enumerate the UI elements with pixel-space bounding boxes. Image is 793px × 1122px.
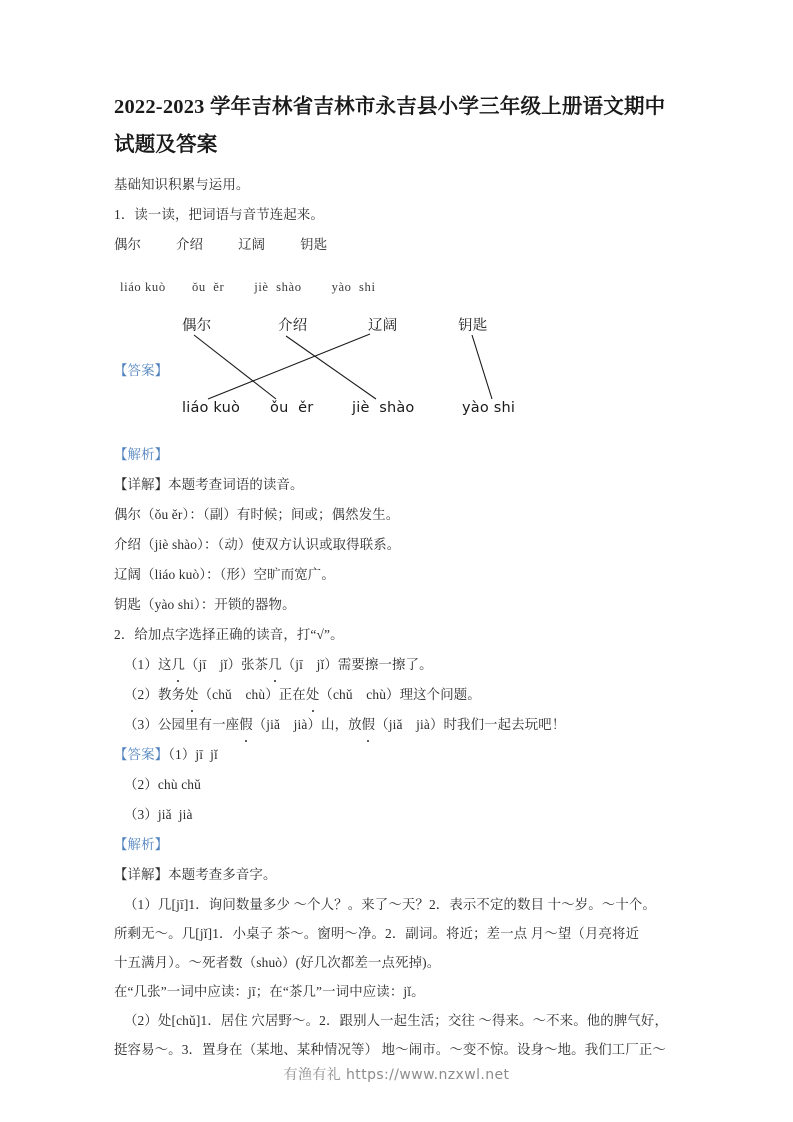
analysis-marker-q2: 【解析】: [114, 837, 169, 852]
analysis-marker-q1: 【解析】: [114, 447, 169, 462]
explanation-line-2: 十五满月）。～死者数（shuò）(好几次都差一点死掉)。: [114, 955, 441, 970]
item-text-mid: （jiǎ jià）山，放: [252, 717, 362, 732]
item-text-pre: 公园里有一座: [157, 717, 240, 732]
question-2-item-2: [114, 710, 684, 740]
explanation-line-5: 挺容易～。3．置身在（某地、某种情况等） 地～闹市。～变不惊。设身～地。我们工厂正～: [114, 1042, 666, 1057]
diagram-bottom-label-2: jiè shào: [352, 400, 415, 416]
section-heading: 基础知识积累与运用。: [114, 177, 250, 192]
answer-line-q2-0: [114, 740, 684, 770]
answer-marker-q2: 【答案】: [114, 747, 169, 762]
dotted-char: 处: [185, 680, 199, 710]
document-content: [114, 88, 684, 1064]
question-2-item-0: [114, 650, 684, 680]
diagram-bottom-label-1: ǒu ěr: [270, 400, 314, 416]
item-number: （2）: [124, 687, 158, 702]
item-text-end: （jī jǐ）需要擦一擦了。: [281, 657, 433, 672]
detail-line-q2: 【详解】本题考查多音字。: [114, 867, 277, 882]
dotted-char: 几: [268, 650, 282, 680]
diagram-top-label-2: 辽阔: [368, 318, 398, 334]
question-2-prompt: 2．给加点字选择正确的读音，打“√”。: [114, 627, 344, 642]
explanation-line-1: 所剩无～。几[jǐ]1．小桌子 茶～。窗明～净。2．副词。将近；差一点 月～望（月亮将近: [114, 926, 640, 941]
answer-text-0: （1）jī jǐ: [168, 747, 218, 762]
definition-0: 偶尔（ǒu ěr）：（副）有时候；间或；偶然发生。: [114, 507, 400, 522]
item-text-mid: （chǔ chù）正在: [198, 687, 306, 702]
explanation-line-0: （1）几[jī]1．询问数量多少 ～个人？。来了～天？2．表示不定的数目 十～岁。～十个。: [124, 897, 656, 912]
item-text-pre: 教务: [157, 687, 186, 702]
answer-line-q2-1: （2）chù chǔ: [124, 777, 201, 792]
diagram-top-label-0: 偶尔: [182, 318, 212, 334]
item-text-pre: 这: [157, 657, 172, 672]
question-1-prompt: 1．读一读，把词语与音节连起来。: [114, 207, 324, 222]
dotted-char: 几: [171, 650, 185, 680]
question-1-pinyin: liáo kuò ǒu ěr jiè shào yào shi: [120, 280, 376, 294]
definition-2: 辽阔（liáo kuò）：（形）空旷而宽广。: [114, 567, 335, 582]
diagram-connector-lines: [114, 308, 684, 440]
dotted-char: 处: [306, 680, 320, 710]
item-number: （1）: [124, 657, 158, 672]
answer-marker-q1: 【答案】: [114, 363, 169, 378]
definition-1: 介绍（jiè shào）：（动）使双方认识或取得联系。: [114, 537, 401, 552]
item-number: （3）: [124, 717, 158, 732]
definition-3: 钥匙（yào shi）：开锁的器物。: [114, 597, 296, 612]
detail-line-q1: 【详解】本题考查词语的读音。: [114, 477, 304, 492]
question-1-answer-diagram: [114, 308, 684, 440]
diagram-bottom-label-3: yào shi: [462, 400, 516, 416]
item-text-end: （chǔ chù）理这个问题。: [319, 687, 481, 702]
item-text-end: （jiǎ jià）时我们一起去玩吧！: [375, 717, 566, 732]
item-text-mid: （jī jǐ）张茶: [185, 657, 269, 672]
dotted-char: 假: [239, 710, 253, 740]
page-title: 2022-2023 学年吉林省吉林市永吉县小学三年级上册语文期中试题及答案: [114, 96, 666, 156]
question-2-item-1: [114, 680, 684, 710]
diagram-bottom-label-0: liáo kuò: [182, 400, 241, 416]
question-1-words: 偶尔 介绍 辽阔 钥匙: [114, 237, 328, 252]
explanation-line-3: 在“几张”一词中应读：jī；在“茶几”一词中应读：jǐ。: [114, 984, 425, 999]
footer-watermark: 有渔有礼 https://www.nzxwl.net: [283, 1067, 510, 1083]
answer-line-q2-2: （3）jiǎ jià: [124, 807, 193, 822]
explanation-line-4: （2）处[chǔ]1．居住 穴居野～。2．跟别人一起生活；交往 ～得来。～不来。他的脾气好，: [124, 1013, 668, 1028]
diagram-top-label-3: 钥匙: [458, 318, 488, 334]
diagram-top-label-1: 介绍: [278, 318, 308, 334]
dotted-char: 假: [362, 710, 376, 740]
